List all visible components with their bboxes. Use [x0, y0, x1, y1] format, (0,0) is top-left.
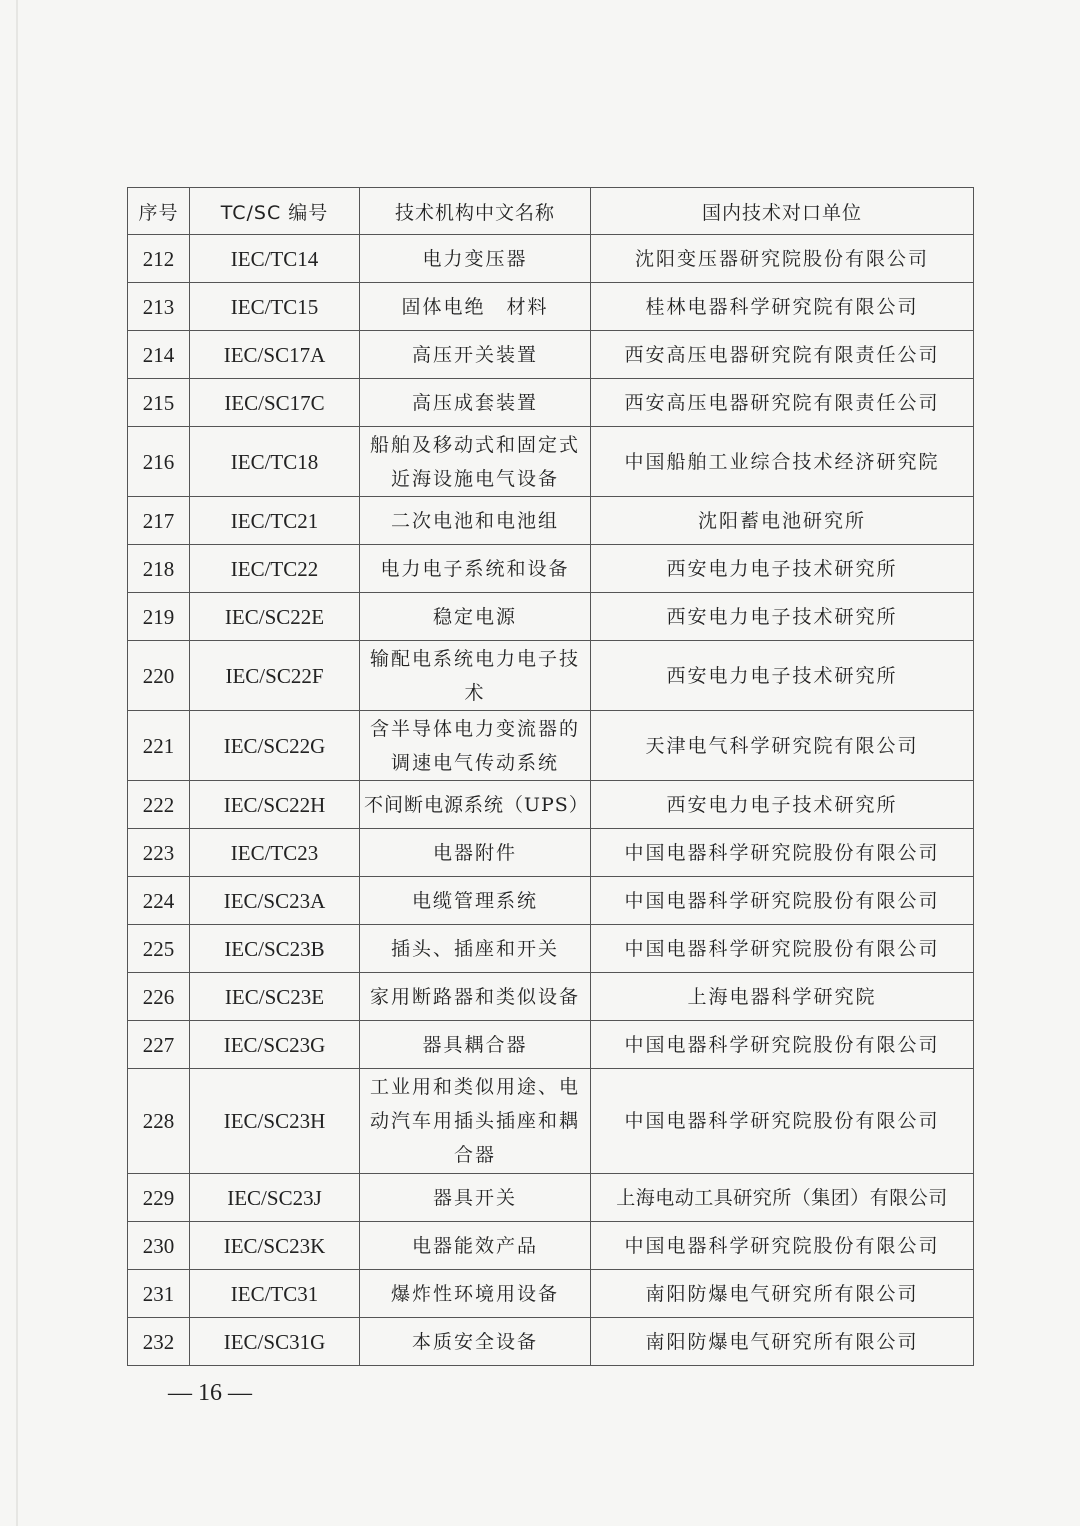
row-unit: 中国船舶工业综合技术经济研究院	[591, 427, 974, 497]
row-code: IEC/TC18	[190, 427, 360, 497]
header-chinese-name: 技术机构中文名称	[360, 188, 591, 235]
row-number: 227	[128, 1021, 190, 1069]
row-number: 232	[128, 1318, 190, 1366]
row-code: IEC/SC23E	[190, 973, 360, 1021]
row-name: 器具耦合器	[360, 1021, 591, 1069]
table-row	[128, 641, 974, 711]
row-unit: 西安高压电器研究院有限责任公司	[591, 331, 974, 379]
row-unit: 南阳防爆电气研究所有限公司	[591, 1318, 974, 1366]
row-unit: 中国电器科学研究院股份有限公司	[591, 1222, 974, 1270]
row-name: 插头、插座和开关	[360, 925, 591, 973]
row-unit: 南阳防爆电气研究所有限公司	[591, 1270, 974, 1318]
row-number: 219	[128, 593, 190, 641]
row-number: 221	[128, 711, 190, 781]
row-unit: 西安高压电器研究院有限责任公司	[591, 379, 974, 427]
table-row	[128, 925, 974, 973]
header-domestic-unit: 国内技术对口单位	[591, 188, 974, 235]
table-row	[128, 545, 974, 593]
row-name: 家用断路器和类似设备	[360, 973, 591, 1021]
table-row	[128, 379, 974, 427]
table-row	[128, 1318, 974, 1366]
row-name: 工业用和类似用途、电动汽车用插头插座和耦合器	[360, 1069, 591, 1174]
row-code: IEC/SC23B	[190, 925, 360, 973]
row-number: 213	[128, 283, 190, 331]
table-row	[128, 427, 974, 497]
row-code: IEC/SC17A	[190, 331, 360, 379]
iec-committee-table	[127, 187, 974, 1366]
row-number: 228	[128, 1069, 190, 1174]
row-code: IEC/TC15	[190, 283, 360, 331]
row-name: 高压成套装置	[360, 379, 591, 427]
table-row	[128, 1270, 974, 1318]
row-unit: 西安电力电子技术研究所	[591, 641, 974, 711]
row-number: 225	[128, 925, 190, 973]
row-code: IEC/SC22E	[190, 593, 360, 641]
row-unit: 西安电力电子技术研究所	[591, 781, 974, 829]
row-number: 212	[128, 235, 190, 283]
header-serial: 序号	[128, 188, 190, 235]
table-row	[128, 781, 974, 829]
row-number: 223	[128, 829, 190, 877]
row-number: 224	[128, 877, 190, 925]
row-unit: 中国电器科学研究院股份有限公司	[591, 925, 974, 973]
row-name: 电器附件	[360, 829, 591, 877]
row-unit: 中国电器科学研究院股份有限公司	[591, 829, 974, 877]
table-row	[128, 711, 974, 781]
row-unit: 沈阳蓄电池研究所	[591, 497, 974, 545]
row-code: IEC/SC23K	[190, 1222, 360, 1270]
row-number: 215	[128, 379, 190, 427]
row-name: 高压开关装置	[360, 331, 591, 379]
row-code: IEC/TC23	[190, 829, 360, 877]
row-code: IEC/SC23H	[190, 1069, 360, 1174]
row-name: 含半导体电力变流器的调速电气传动系统	[360, 711, 591, 781]
table-row	[128, 593, 974, 641]
row-unit: 中国电器科学研究院股份有限公司	[591, 1021, 974, 1069]
row-code: IEC/SC22F	[190, 641, 360, 711]
row-name: 固体电绝 材料	[360, 283, 591, 331]
row-number: 229	[128, 1174, 190, 1222]
row-number: 214	[128, 331, 190, 379]
row-code: IEC/SC22G	[190, 711, 360, 781]
row-name: 二次电池和电池组	[360, 497, 591, 545]
row-code: IEC/TC31	[190, 1270, 360, 1318]
row-code: IEC/TC21	[190, 497, 360, 545]
row-number: 222	[128, 781, 190, 829]
row-unit: 天津电气科学研究院有限公司	[591, 711, 974, 781]
row-unit: 西安电力电子技术研究所	[591, 545, 974, 593]
row-name: 爆炸性环境用设备	[360, 1270, 591, 1318]
row-name: 船舶及移动式和固定式近海设施电气设备	[360, 427, 591, 497]
table-row	[128, 1069, 974, 1174]
row-code: IEC/SC22H	[190, 781, 360, 829]
table-row	[128, 1222, 974, 1270]
row-unit: 上海电器科学研究院	[591, 973, 974, 1021]
row-number: 217	[128, 497, 190, 545]
row-number: 220	[128, 641, 190, 711]
row-unit: 中国电器科学研究院股份有限公司	[591, 877, 974, 925]
table-row	[128, 283, 974, 331]
row-code: IEC/TC14	[190, 235, 360, 283]
table-row	[128, 973, 974, 1021]
row-code: IEC/SC23G	[190, 1021, 360, 1069]
page-edge	[16, 0, 18, 1526]
row-name: 稳定电源	[360, 593, 591, 641]
row-code: IEC/SC31G	[190, 1318, 360, 1366]
row-number: 226	[128, 973, 190, 1021]
table-row	[128, 497, 974, 545]
row-name: 电器能效产品	[360, 1222, 591, 1270]
row-name: 电力电子系统和设备	[360, 545, 591, 593]
row-name: 电力变压器	[360, 235, 591, 283]
row-code: IEC/SC23A	[190, 877, 360, 925]
row-number: 218	[128, 545, 190, 593]
row-unit: 沈阳变压器研究院股份有限公司	[591, 235, 974, 283]
row-unit: 上海电动工具研究所（集团）有限公司	[591, 1174, 974, 1222]
row-name: 不间断电源系统（UPS）	[360, 781, 591, 829]
row-number: 230	[128, 1222, 190, 1270]
header-tc-sc-code: TC/SC 编号	[190, 188, 360, 235]
row-code: IEC/TC22	[190, 545, 360, 593]
table-row	[128, 1174, 974, 1222]
row-name: 电缆管理系统	[360, 877, 591, 925]
row-name: 输配电系统电力电子技术	[360, 641, 591, 711]
table-row	[128, 829, 974, 877]
table-row	[128, 235, 974, 283]
row-unit: 中国电器科学研究院股份有限公司	[591, 1069, 974, 1174]
row-name: 本质安全设备	[360, 1318, 591, 1366]
row-number: 231	[128, 1270, 190, 1318]
row-code: IEC/SC23J	[190, 1174, 360, 1222]
page-number: — 16 —	[168, 1380, 252, 1406]
row-number: 216	[128, 427, 190, 497]
table-row	[128, 877, 974, 925]
row-code: IEC/SC17C	[190, 379, 360, 427]
table-row	[128, 1021, 974, 1069]
table-header-row	[128, 188, 974, 235]
row-name: 器具开关	[360, 1174, 591, 1222]
row-unit: 西安电力电子技术研究所	[591, 593, 974, 641]
row-unit: 桂林电器科学研究院有限公司	[591, 283, 974, 331]
table-row	[128, 331, 974, 379]
